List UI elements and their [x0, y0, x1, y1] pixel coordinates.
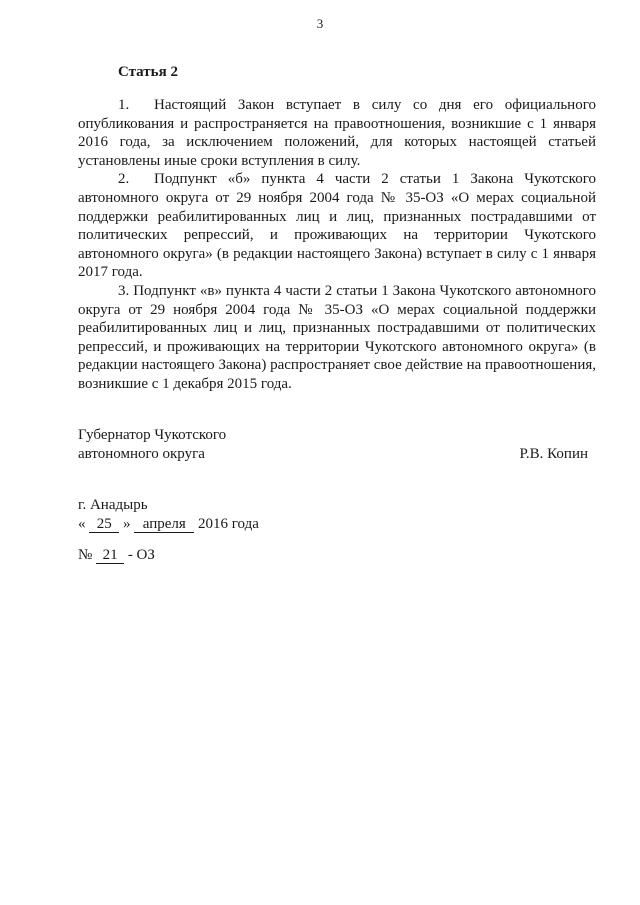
- paragraph-text: Подпункт «в» пункта 4 части 2 статьи 1 Закона Чукотского автономного округа от 29 ноября 2004 года № 35-ОЗ «О мерах социальной поддержки реабилитированных лиц и лиц, признанных пострадавшими от политических репрессий, и проживающих на территории Чукотского автономного округа» (в редакции настоящего Закона) распространяет свое действие на правоотношения, возникшие с 1 декабря 2015 года.: [78, 282, 597, 392]
- signing-date: [78, 515, 259, 534]
- paragraph-text: Настоящий Закон вступает в силу со дня его официального опубликования и распространяется на правоотношения, возникшие с 1 января 2016 года, за исключением положений, для которых настоящей статьей установлены иные сроки вступления в силу.: [78, 97, 596, 169]
- date-year: 2016 года: [198, 516, 259, 532]
- signer-position-line1: Губернатор Чукотского: [78, 427, 227, 443]
- paragraph-number: 3.: [118, 282, 130, 299]
- article-title: Статья 2: [118, 64, 178, 80]
- city: г. Анадырь: [78, 497, 148, 513]
- paragraph-number: 2.: [118, 171, 130, 188]
- law-number-suffix: - ОЗ: [127, 547, 155, 563]
- article-body: [78, 96, 596, 394]
- paragraph-text: Подпункт «б» пункта 4 части 2 статьи 1 Закона Чукотского автономного округа от 29 ноября 2004 года № 35-ОЗ «О мерах социальной поддержки реабилитированных лиц и лиц, признанных пострадавшими от политических репрессий, и проживающих на территории Чукотского автономного округа» (в редакции настоящего Закона) вступает в силу с 1 января 2017 года.: [78, 171, 596, 281]
- signer-position-line2: автономного округа: [78, 446, 205, 462]
- place-date-block: [78, 496, 259, 534]
- paragraph-2: [78, 170, 596, 282]
- page-number: 3: [316, 16, 324, 31]
- paragraph-number: 1.: [118, 97, 130, 113]
- law-number-prefix: №: [78, 547, 93, 563]
- paragraph-3: [78, 282, 596, 394]
- date-open-quote: «: [78, 516, 86, 532]
- paragraph-1: [78, 96, 596, 170]
- law-number: [78, 546, 155, 565]
- date-close-quote: »: [123, 516, 131, 532]
- signature-block: [78, 426, 596, 464]
- date-day: 25: [89, 517, 119, 533]
- law-number-value: 21: [96, 548, 124, 564]
- date-month: апреля: [134, 517, 194, 533]
- signer-name: Р.В. Копин: [519, 446, 588, 462]
